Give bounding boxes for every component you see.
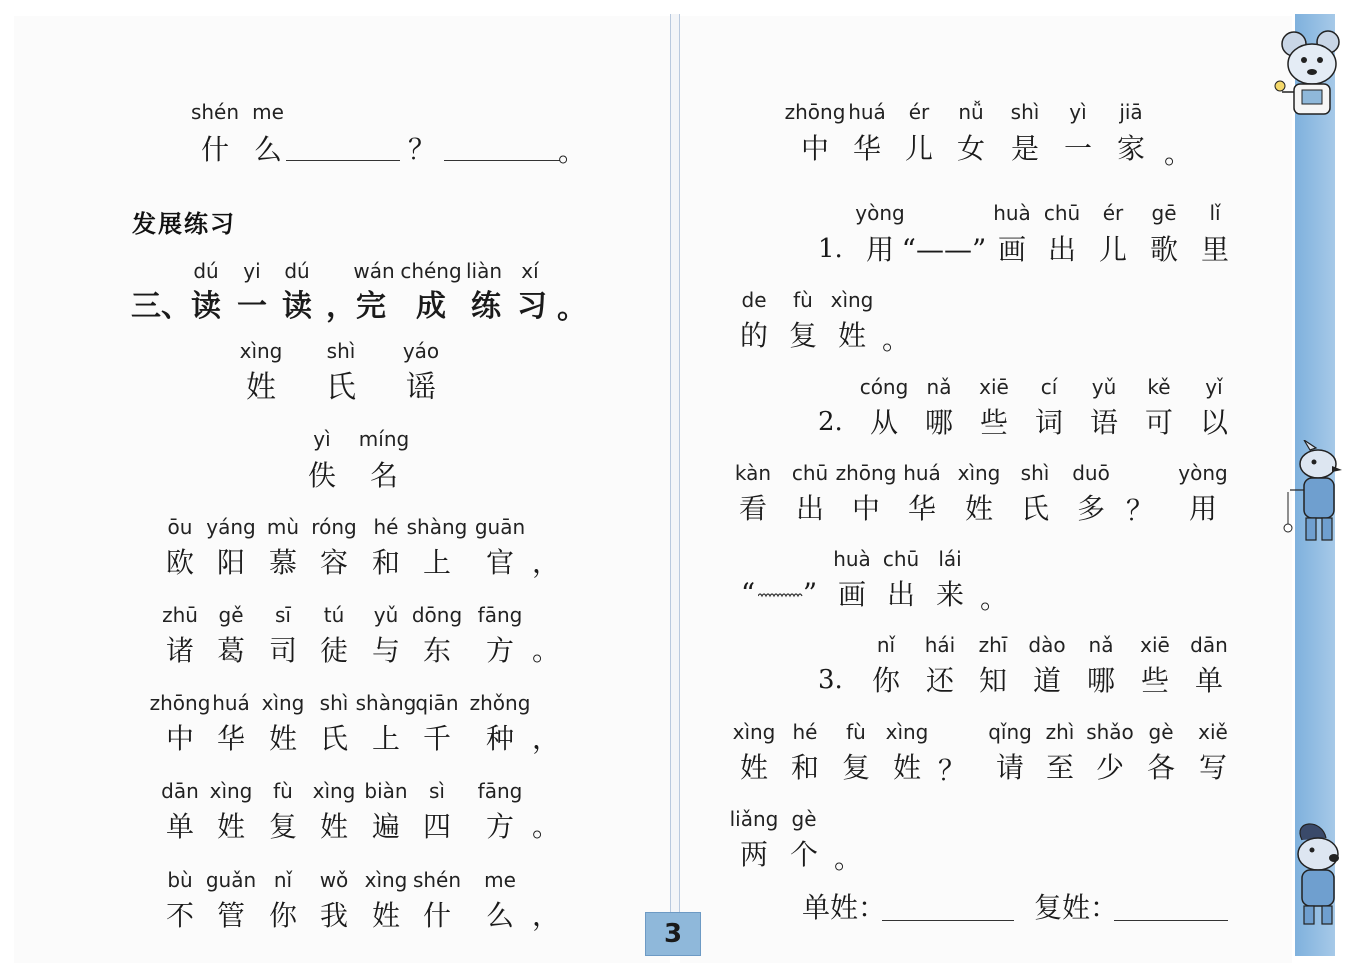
pinyin: biàn xyxy=(364,779,408,803)
hanzi: 华 xyxy=(852,132,882,165)
pinyin: dōng xyxy=(411,603,463,627)
pinyin: xí xyxy=(521,259,539,283)
poem-char: 华 xyxy=(216,722,246,755)
hanzi: 至 xyxy=(1045,751,1075,784)
pinyin: gě xyxy=(218,603,244,627)
punctuation: 。 xyxy=(881,323,911,356)
pinyin: chū xyxy=(1043,201,1081,225)
hanzi: 出 xyxy=(886,578,916,611)
hanzi: 华 xyxy=(907,492,937,525)
page-number-box xyxy=(645,912,701,956)
pinyin: nǎ xyxy=(1088,633,1114,657)
pinyin: qǐng xyxy=(988,720,1032,744)
pinyin: xìng xyxy=(957,461,1001,485)
hanzi: 家 xyxy=(1116,132,1146,165)
poem-char: 什 xyxy=(422,899,452,932)
hanzi: 你 xyxy=(871,664,901,697)
exercise-heading-part: 一 xyxy=(237,289,267,324)
pinyin: ér xyxy=(908,100,930,124)
pinyin: hé xyxy=(792,720,818,744)
hanzi: 来 xyxy=(935,578,965,611)
question-mark: ？ xyxy=(1125,494,1155,527)
pinyin: xiē xyxy=(1140,633,1170,657)
pinyin: ér xyxy=(1102,201,1124,225)
poem-char: 徒 xyxy=(319,634,349,667)
hanzi: 还 xyxy=(925,664,955,697)
pinyin: jiā xyxy=(1119,100,1143,124)
cartoon-mouse-icon xyxy=(1272,26,1346,122)
pinyin: guǎn xyxy=(205,868,257,892)
poem-char: 阳 xyxy=(216,546,246,579)
hanzi: 些 xyxy=(979,406,1009,439)
pinyin: gē xyxy=(1151,201,1177,225)
punctuation: 。 xyxy=(1163,137,1193,170)
quote-mark: ” xyxy=(802,577,818,610)
hanzi: 女 xyxy=(956,132,986,165)
section-title: 发展练习 xyxy=(132,209,236,238)
hanzi: 出 xyxy=(1047,233,1077,266)
pinyin: liàn xyxy=(465,259,503,283)
pinyin: yì xyxy=(1069,100,1087,124)
hanzi: 么 xyxy=(253,133,283,166)
hanzi: 姓 xyxy=(739,751,769,784)
hanzi: 两 xyxy=(739,838,769,871)
question-mark: ？ xyxy=(407,133,437,166)
pinyin: chū xyxy=(882,547,920,571)
pinyin: zhì xyxy=(1045,720,1075,744)
poem-char: 管 xyxy=(216,899,246,932)
pinyin: xìng xyxy=(239,339,283,363)
pinyin: chū xyxy=(791,461,829,485)
pinyin: nǎ xyxy=(926,375,952,399)
quote-mark: “——” xyxy=(901,233,987,266)
pinyin: fù xyxy=(793,288,813,312)
pinyin: xìng xyxy=(885,720,929,744)
page-number: 3 xyxy=(663,919,683,949)
pinyin: liǎng xyxy=(729,807,779,831)
pinyin: lǐ xyxy=(1209,201,1221,225)
poem-char: 和 xyxy=(371,546,401,579)
pinyin: yǔ xyxy=(373,603,399,627)
pinyin: gè xyxy=(791,807,817,831)
pinyin: cí xyxy=(1040,375,1058,399)
poem-char: 遍 xyxy=(371,810,401,843)
poem-char: 姓 xyxy=(319,810,349,843)
poem-char: 欧 xyxy=(165,546,195,579)
pinyin: zhǒng xyxy=(469,691,531,715)
hanzi: 的 xyxy=(739,319,769,352)
pinyin: fù xyxy=(273,779,293,803)
pinyin: tú xyxy=(323,603,345,627)
pinyin: xiē xyxy=(979,375,1009,399)
pinyin: shén xyxy=(190,100,240,124)
pinyin: gè xyxy=(1148,720,1174,744)
pinyin: yì xyxy=(313,427,331,451)
punctuation: 。 xyxy=(531,810,561,843)
pinyin: qiān xyxy=(415,691,459,715)
pinyin: xìng xyxy=(209,779,253,803)
poem-char: 容 xyxy=(319,546,349,579)
poem-char: 单 xyxy=(165,810,195,843)
pinyin: zhōng xyxy=(149,691,211,715)
pinyin: sī xyxy=(275,603,291,627)
hanzi: 写 xyxy=(1198,751,1228,784)
hanzi: 姓 xyxy=(837,319,867,352)
hanzi: 用 xyxy=(865,233,895,266)
pinyin: xìng xyxy=(364,868,408,892)
pinyin: kě xyxy=(1147,375,1171,399)
poem-char: 姓 xyxy=(371,899,401,932)
hanzi: 多 xyxy=(1076,492,1106,525)
pinyin: zhū xyxy=(162,603,198,627)
hanzi: 中 xyxy=(851,492,881,525)
punctuation: ， xyxy=(531,546,561,579)
poem-char: 上 xyxy=(422,546,452,579)
pinyin: yǔ xyxy=(1091,375,1117,399)
poem-title-char: 姓 xyxy=(246,370,276,405)
punctuation: 。 xyxy=(979,582,1009,615)
hanzi: 道 xyxy=(1032,664,1062,697)
pinyin: xìng xyxy=(261,691,305,715)
pinyin: huá xyxy=(212,691,250,715)
hanzi: 歌 xyxy=(1149,233,1179,266)
pinyin: dú xyxy=(193,259,219,283)
pinyin: wán xyxy=(353,259,395,283)
hanzi: 复 xyxy=(788,319,818,352)
poem-char: 司 xyxy=(268,634,298,667)
hanzi: 一 xyxy=(1063,132,1093,165)
hanzi: 画 xyxy=(997,233,1027,266)
compound-surname-label: 复姓： xyxy=(1034,891,1119,924)
question-number: 3. xyxy=(818,665,843,695)
poem-char: 四 xyxy=(422,810,452,843)
poem-char: 你 xyxy=(268,899,298,932)
punctuation: ， xyxy=(531,722,561,755)
hanzi: 以 xyxy=(1199,406,1229,439)
pinyin: guān xyxy=(474,515,526,539)
hanzi: 氏 xyxy=(1020,492,1050,525)
hanzi: 看 xyxy=(738,492,768,525)
pinyin: xìng xyxy=(732,720,776,744)
pinyin: shǎo xyxy=(1086,720,1134,744)
pinyin: de xyxy=(741,288,767,312)
poem-title-char: 谣 xyxy=(406,370,436,405)
poem-char: 不 xyxy=(165,899,195,932)
hanzi: 什 xyxy=(200,133,230,166)
author-char: 佚 xyxy=(307,459,337,492)
pinyin: me xyxy=(484,868,516,892)
pinyin: kàn xyxy=(734,461,772,485)
hanzi: 里 xyxy=(1200,233,1230,266)
poem-char: 葛 xyxy=(216,634,246,667)
exercise-heading-part: 读 xyxy=(282,289,312,324)
exercise-heading-part: ，完 xyxy=(326,289,386,324)
poem-char: 我 xyxy=(319,899,349,932)
compound-surname-blank[interactable] xyxy=(1114,920,1228,921)
pinyin: duō xyxy=(1072,461,1110,485)
pinyin: dào xyxy=(1028,633,1066,657)
hanzi: 请 xyxy=(995,751,1025,784)
hanzi: 儿 xyxy=(1098,233,1128,266)
hanzi: 个 xyxy=(789,838,819,871)
poem-char: 么 xyxy=(485,899,515,932)
single-surname-blank[interactable] xyxy=(882,920,1014,921)
poem-char: 官 xyxy=(485,546,515,579)
hanzi: 可 xyxy=(1144,406,1174,439)
pinyin: nǐ xyxy=(876,633,896,657)
pinyin: bù xyxy=(167,868,193,892)
pinyin: hé xyxy=(373,515,399,539)
pinyin: hái xyxy=(924,633,956,657)
poem-char: 东 xyxy=(422,634,452,667)
pinyin: xiě xyxy=(1198,720,1228,744)
punctuation: ， xyxy=(531,899,561,932)
exercise-heading-part: 成 xyxy=(416,289,446,324)
pinyin: lái xyxy=(938,547,962,571)
period: 。 xyxy=(557,135,587,168)
poem-char: 方 xyxy=(485,634,515,667)
pinyin: huà xyxy=(993,201,1031,225)
hanzi: 儿 xyxy=(904,132,934,165)
exercise-heading-part: 练 xyxy=(471,289,501,324)
hanzi: 用 xyxy=(1188,492,1218,525)
pinyin: yòng xyxy=(855,201,905,225)
hanzi: 姓 xyxy=(892,751,922,784)
cartoon-fox-yoyo-icon xyxy=(1280,440,1350,550)
pinyin: shì xyxy=(1020,461,1050,485)
pinyin: zhōng xyxy=(835,461,897,485)
poem-char: 千 xyxy=(422,722,452,755)
cartoon-dog-icon xyxy=(1282,820,1350,930)
hanzi: 复 xyxy=(841,751,871,784)
pinyin: huá xyxy=(903,461,941,485)
pinyin: huà xyxy=(833,547,871,571)
pinyin: dān xyxy=(161,779,199,803)
pinyin: mù xyxy=(266,515,300,539)
pinyin: shì xyxy=(319,691,349,715)
wavy-line-sample xyxy=(758,591,804,601)
poem-title-char: 氏 xyxy=(326,370,356,405)
pinyin: dú xyxy=(284,259,310,283)
hanzi: 哪 xyxy=(924,406,954,439)
hanzi: 从 xyxy=(869,406,899,439)
pinyin: yáng xyxy=(206,515,256,539)
poem-char: 与 xyxy=(371,634,401,667)
hanzi: 是 xyxy=(1010,132,1040,165)
poem-char: 姓 xyxy=(216,810,246,843)
pinyin: zhī xyxy=(978,633,1008,657)
exercise-heading-part: 习 xyxy=(517,289,547,324)
punctuation: 。 xyxy=(833,842,863,875)
poem-char: 中 xyxy=(165,722,195,755)
answer-blank-1[interactable] xyxy=(286,160,400,161)
pinyin: fāng xyxy=(477,603,523,627)
hanzi: 各 xyxy=(1146,751,1176,784)
pinyin: me xyxy=(252,100,284,124)
pinyin: nǚ xyxy=(958,100,984,124)
hanzi: 些 xyxy=(1140,664,1170,697)
hanzi: 姓 xyxy=(964,492,994,525)
pinyin: cóng xyxy=(859,375,909,399)
hanzi: 出 xyxy=(795,492,825,525)
poem-char: 种 xyxy=(485,722,515,755)
pinyin: shì xyxy=(1010,100,1040,124)
pinyin: shì xyxy=(326,339,356,363)
pinyin: róng xyxy=(311,515,357,539)
question-number: 1. xyxy=(818,234,843,264)
poem-char: 诸 xyxy=(165,634,195,667)
pinyin: fù xyxy=(846,720,866,744)
pinyin: sì xyxy=(429,779,445,803)
pinyin: wǒ xyxy=(319,868,349,892)
hanzi: 哪 xyxy=(1086,664,1116,697)
hanzi: 语 xyxy=(1089,406,1119,439)
pinyin: nǐ xyxy=(273,868,293,892)
question-number: 2. xyxy=(818,407,843,437)
pinyin: ōu xyxy=(167,515,193,539)
pinyin: chéng xyxy=(400,259,462,283)
hanzi: 少 xyxy=(1095,751,1125,784)
poem-char: 复 xyxy=(268,810,298,843)
author-char: 名 xyxy=(369,459,399,492)
poem-char: 姓 xyxy=(268,722,298,755)
poem-char: 氏 xyxy=(319,722,349,755)
pinyin: zhōng xyxy=(784,100,846,124)
pinyin: shàng xyxy=(406,515,468,539)
pinyin: yi xyxy=(243,259,261,283)
question-mark: ？ xyxy=(937,754,967,787)
book-spine xyxy=(670,14,680,956)
single-surname-label: 单姓： xyxy=(802,891,887,924)
pinyin: dān xyxy=(1190,633,1228,657)
pinyin: míng xyxy=(358,427,410,451)
hanzi: 单 xyxy=(1194,664,1224,697)
pinyin: yǐ xyxy=(1205,375,1223,399)
poem-char: 慕 xyxy=(268,546,298,579)
punctuation: 。 xyxy=(531,634,561,667)
pinyin: yáo xyxy=(402,339,440,363)
pinyin: huá xyxy=(848,100,886,124)
hanzi: 中 xyxy=(800,132,830,165)
hanzi: 和 xyxy=(790,751,820,784)
pinyin: fāng xyxy=(477,779,523,803)
pinyin: yòng xyxy=(1178,461,1228,485)
exercise-heading-part: 。 xyxy=(557,291,587,326)
pinyin: shàng xyxy=(355,691,417,715)
pinyin: xìng xyxy=(830,288,874,312)
answer-blank-2[interactable] xyxy=(444,160,560,161)
exercise-heading-part: 三、读 xyxy=(131,289,221,324)
poem-char: 上 xyxy=(371,722,401,755)
hanzi: 知 xyxy=(978,664,1008,697)
hanzi: 画 xyxy=(837,578,867,611)
quote-mark: “ xyxy=(740,577,756,610)
hanzi: 词 xyxy=(1034,406,1064,439)
poem-char: 方 xyxy=(485,810,515,843)
pinyin: shén xyxy=(412,868,462,892)
pinyin: xìng xyxy=(312,779,356,803)
